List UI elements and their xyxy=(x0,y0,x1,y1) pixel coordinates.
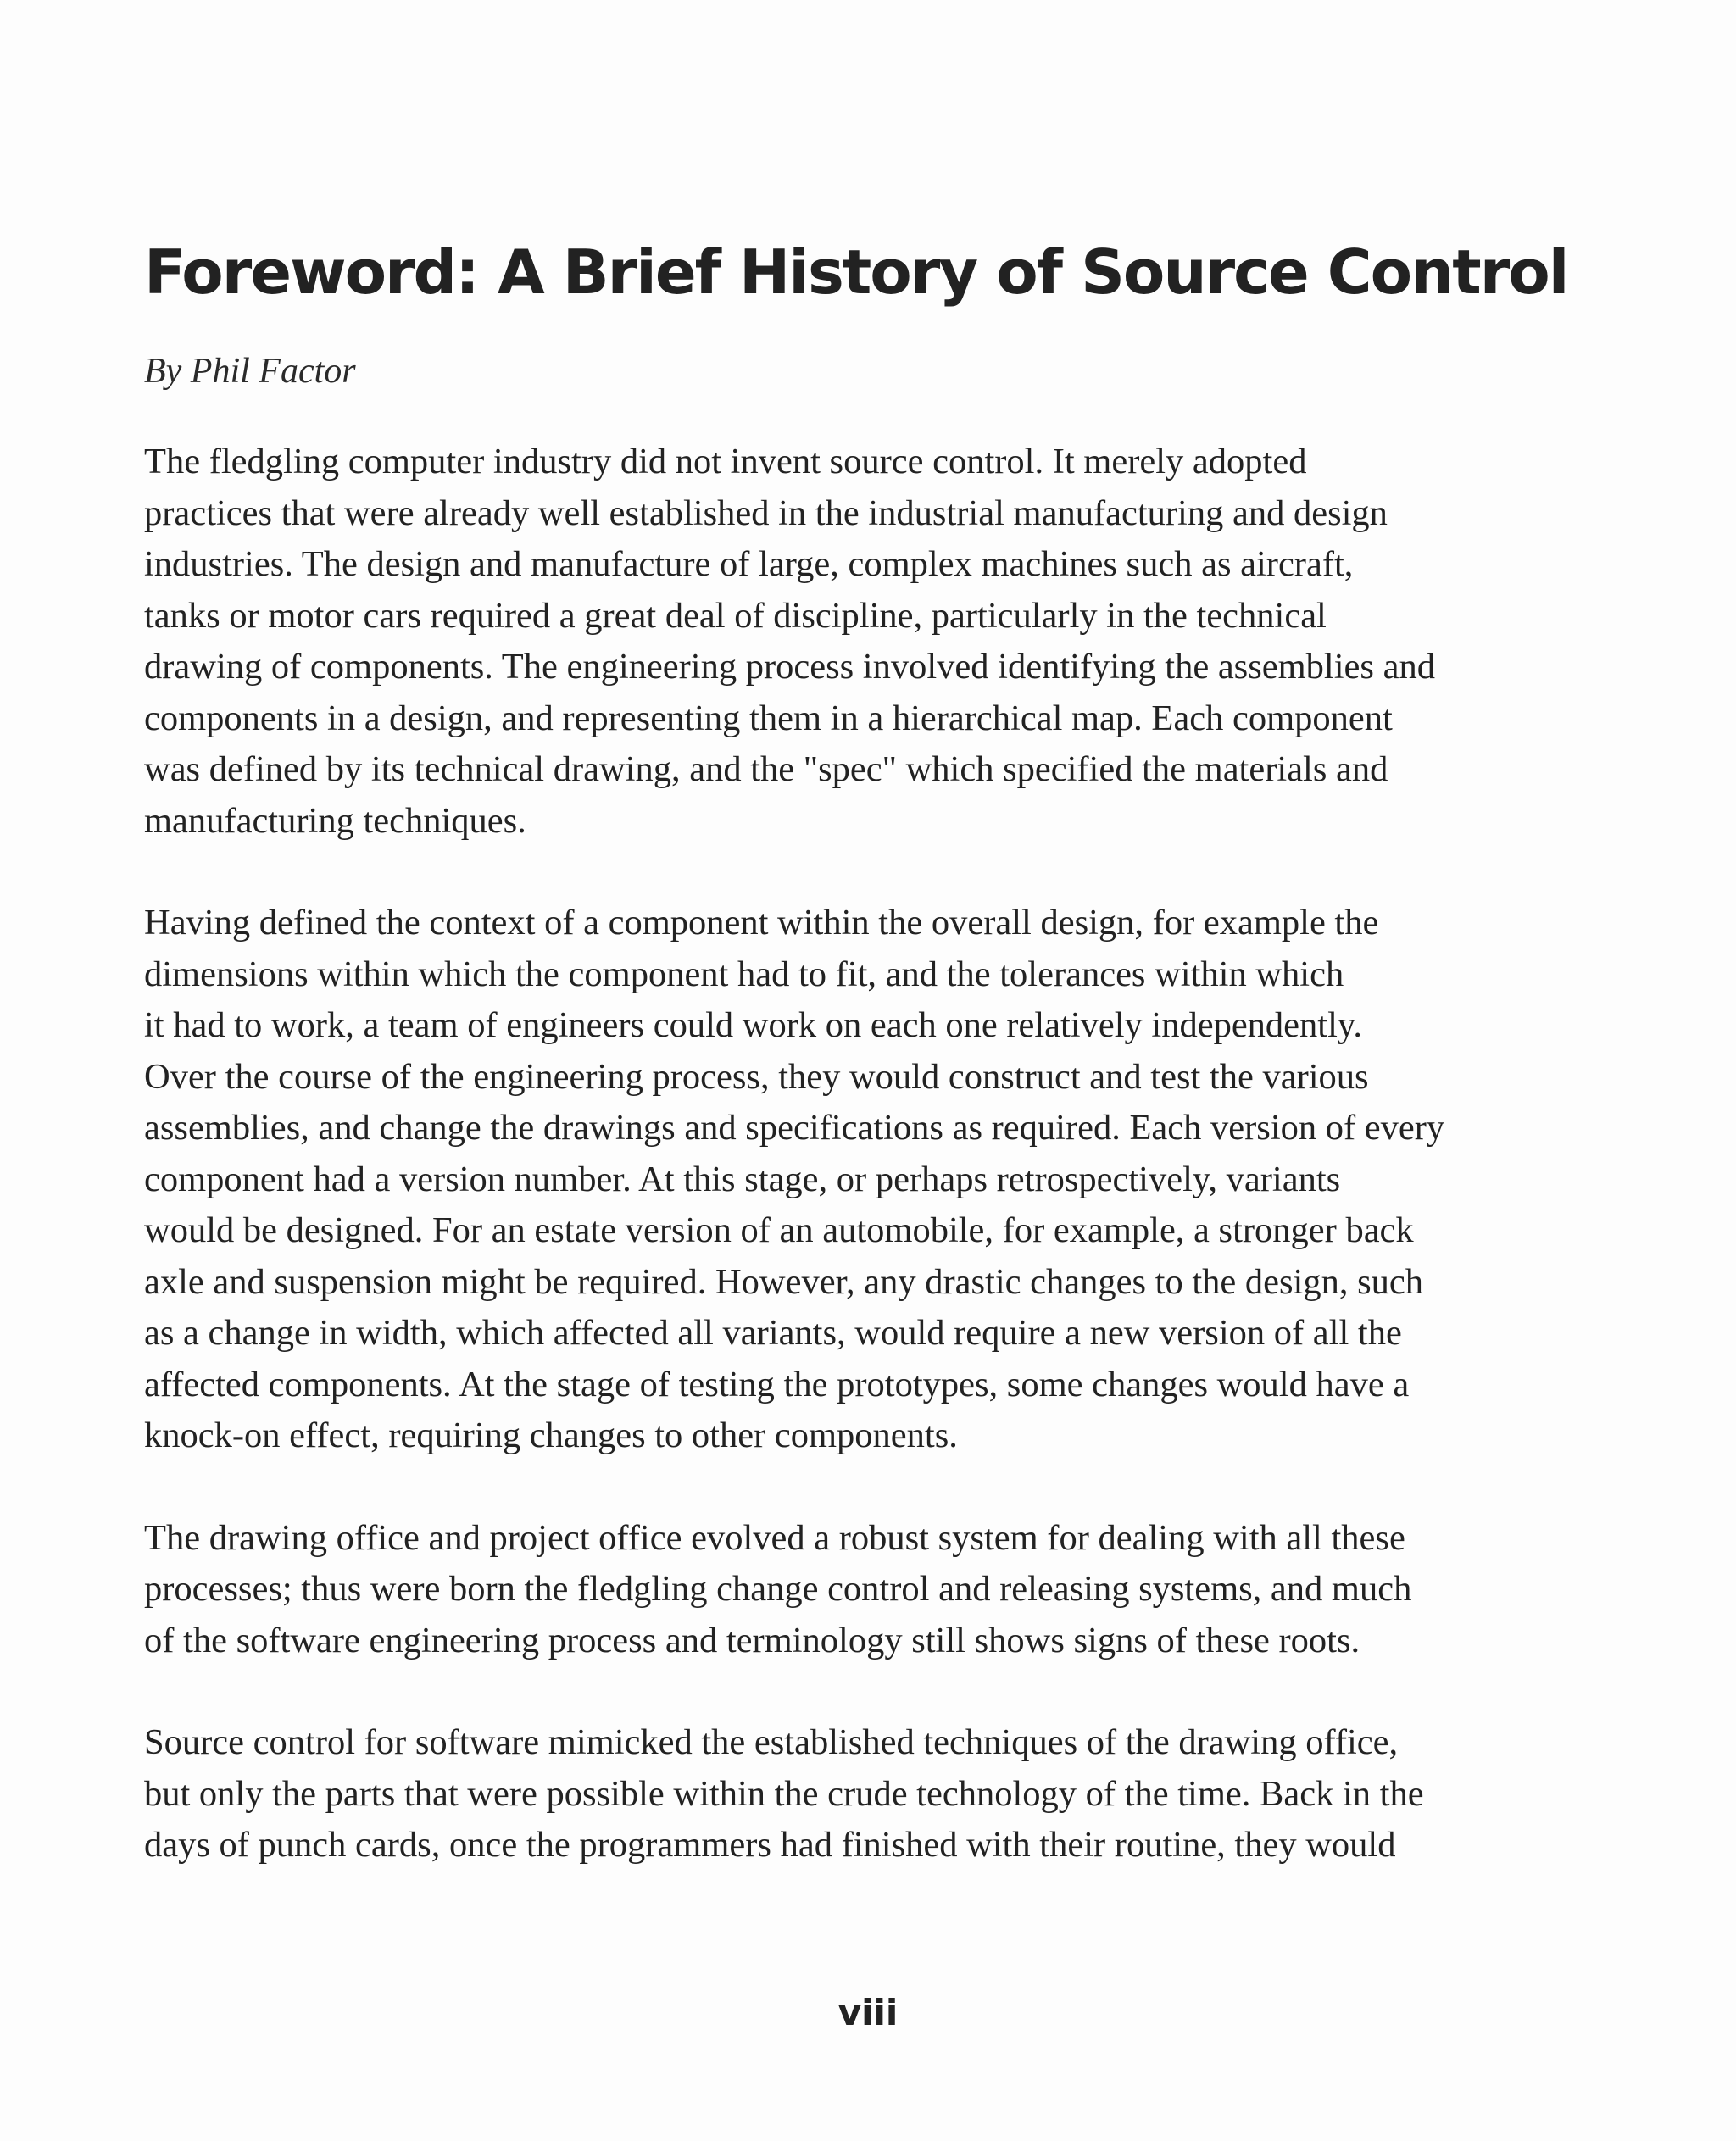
paragraph-line: tanks or motor cars required a great deal of discipline, particularly in the technical xyxy=(144,595,1327,636)
paragraph-line: axle and suspension might be required. However, any drastic changes to the design, such xyxy=(144,1261,1423,1302)
paragraph-line: component had a version number. At this stage, or perhaps retrospectively, variants xyxy=(144,1159,1341,1199)
paragraph-2 xyxy=(144,898,1602,1462)
paragraph-line: industries. The design and manufacture of large, complex machines such as aircraft, xyxy=(144,544,1354,585)
paragraph-line: days of punch cards, once the programmers had finished with their routine, they would xyxy=(144,1825,1396,1866)
chapter-title: Foreword: A Brief History of Source Control xyxy=(144,236,1568,308)
paragraph-line: assemblies, and change the drawings and specifications as required. Each version of every xyxy=(144,1108,1445,1148)
paragraph-line: components in a design, and representing them in a hierarchical map. Each component xyxy=(144,698,1393,738)
paragraph-line: practices that were already well established in the industrial manufacturing and design xyxy=(144,492,1388,533)
paragraph-line: manufacturing techniques. xyxy=(144,800,526,841)
paragraph-3 xyxy=(144,1513,1602,1667)
page-content xyxy=(144,237,1602,1871)
paragraph-line: as a change in width, which affected all variants, would require a new version of all the xyxy=(144,1313,1402,1354)
paragraph-line: would be designed. For an estate version of an automobile, for example, a stronger back xyxy=(144,1210,1414,1251)
paragraph-line: The fledgling computer industry did not invent source control. It merely adopted xyxy=(144,442,1307,482)
paragraph-line: it had to work, a team of engineers could work on each one relatively independently. xyxy=(144,1005,1363,1046)
paragraph-line: processes; thus were born the fledgling change control and releasing systems, and much xyxy=(144,1569,1412,1610)
paragraph-line: knock-on effect, requiring changes to other components. xyxy=(144,1415,958,1456)
paragraph-line: The drawing office and project office evolved a robust system for dealing with all these xyxy=(144,1517,1405,1558)
paragraph-line: Source control for software mimicked the established techniques of the drawing office, xyxy=(144,1722,1399,1763)
page-number: viii xyxy=(837,1992,899,2033)
paragraph-line: was defined by its technical drawing, and the "spec" which specified the materials and xyxy=(144,749,1388,790)
paragraph-line: affected components. At the stage of testing the prototypes, some changes would have a xyxy=(144,1364,1410,1404)
paragraph-line: Over the course of the engineering process, they would construct and test the various xyxy=(144,1056,1369,1097)
paragraph-line: dimensions within which the component had to fit, and the tolerances within which xyxy=(144,954,1344,994)
paragraph-4 xyxy=(144,1717,1602,1871)
paragraph-line: but only the parts that were possible within the crude technology of the time. Back in the xyxy=(144,1773,1424,1814)
paragraph-1 xyxy=(144,437,1602,847)
paragraph-line: drawing of components. The engineering process involved identifying the assemblies and xyxy=(144,647,1435,687)
paragraph-line: of the software engineering process and terminology still shows signs of these roots. xyxy=(144,1620,1360,1660)
author-byline: By Phil Factor xyxy=(144,351,356,391)
paragraph-line: Having defined the context of a component within the overall design, for example the xyxy=(144,903,1379,943)
